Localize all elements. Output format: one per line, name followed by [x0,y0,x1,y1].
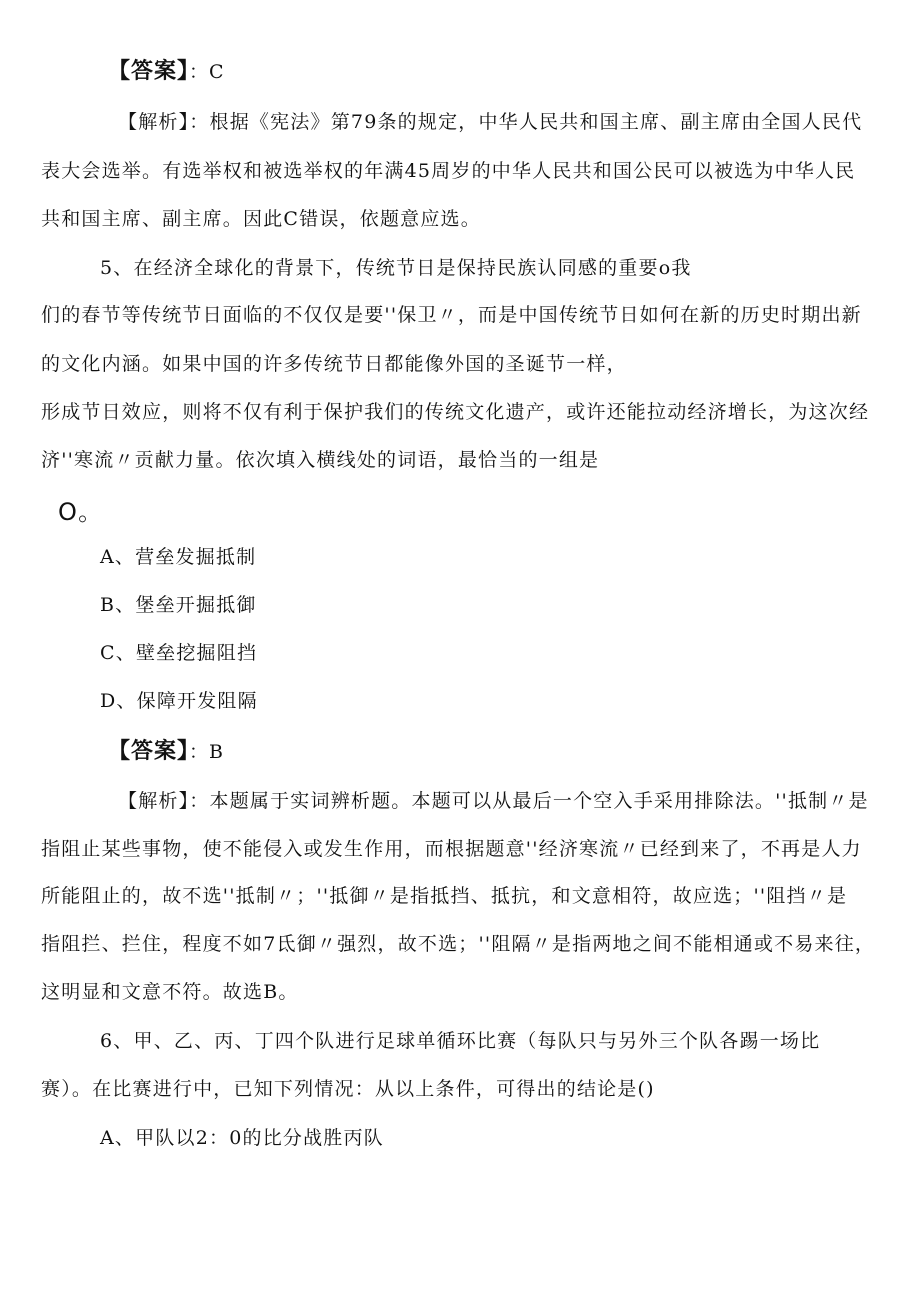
question-5-line-4: 形成节日效应，则将不仅有利于保护我们的传统文化遗产，或许还能拉动经济增长，为这次经 [41,401,870,423]
question-5-line-3: 的文化内涵。如果中国的许多传统节日都能像外国的圣诞节一样， [41,353,627,375]
option-d: D、保障开发阻隔 [100,690,258,712]
answer-2 [108,740,224,764]
answer-1 [108,60,225,84]
answer-label: 【答案】 [108,59,190,84]
question-6-option-a: A、甲队以2：0的比分战胜丙队 [100,1127,384,1149]
analysis-2-line-3: 所能阻止的，故不选''抵制〃；''抵御〃是指抵挡、抵抗，和文意相符，故应选；''阻挡〃是 [41,885,848,907]
analysis-2-line-1: 【解析】：本题属于实词辨析题。本题可以从最后一个空入手采用排除法。''抵制〃是 [118,790,869,812]
analysis-2-line-4: 指阻拦、拦住，程度不如7氐御〃强烈，故不选；''阻隔〃是指两地之间不能相通或不易来往， [41,933,876,955]
question-6-line-1: 6、甲、乙、丙、丁四个队进行足球单循环比赛（每队只与另外三个队各踢一场比 [100,1030,821,1052]
analysis-1-line-1: 【解析】：根据《宪法》第79条的规定，中华人民共和国主席、副主席由全国人民代 [118,111,863,133]
question-5-line-1: 5、在经济全球化的背景下，传统节日是保持民族认同感的重要o我 [100,257,692,279]
option-a: A、营垒发掘抵制 [100,546,257,568]
question-5-line-2: 们的春节等传统节日面临的不仅仅是要''保卫〃，而是中国传统节日如何在新的历史时期出新 [41,304,862,326]
analysis-2-line-5: 这明显和文意不符。故选B。 [41,981,299,1003]
answer-label: 【答案】 [108,739,190,764]
option-b: B、堡垒开掘抵御 [100,594,257,616]
analysis-1-line-2: 表大会选举。有选举权和被选举权的年满45周岁的中华人民共和国公民可以被选为中华人民 [41,160,856,182]
analysis-2-line-2: 指阻止某些事物，使不能侵入或发生作用，而根据题意''经济寒流〃已经到来了，不再是人力 [41,838,862,860]
question-5-blank: O。 [58,498,104,526]
answer-value: ：C [189,61,225,83]
question-6-line-2: 赛）。在比赛进行中，已知下列情况：从以上条件，可得出的结论是() [41,1078,655,1100]
answer-value: ：B [189,741,224,763]
option-c: C、壁垒挖掘阻挡 [100,642,258,664]
analysis-1-line-3: 共和国主席、副主席。因此C错误，依题意应选。 [41,208,481,230]
question-5-line-5: 济''寒流〃贡献力量。依次填入横线处的词语，最恰当的一组是 [41,449,600,471]
